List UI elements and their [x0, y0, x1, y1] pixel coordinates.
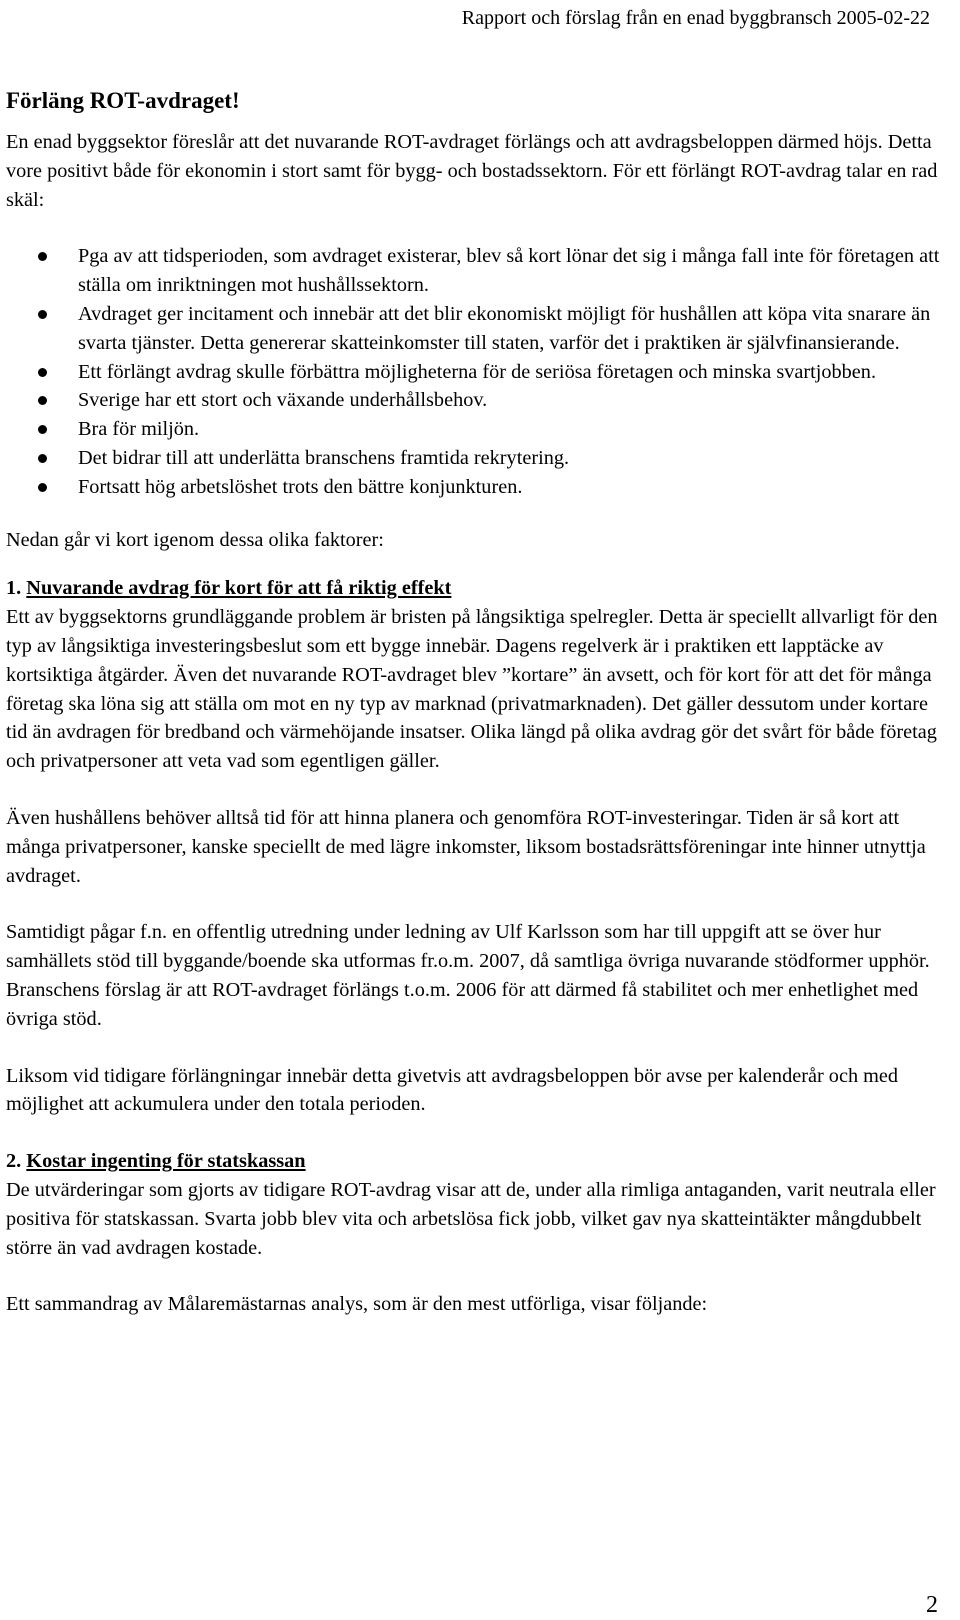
list-item	[6, 415, 946, 444]
section-1-number: 1.	[6, 577, 22, 600]
running-header: Rapport och förslag från en enad byggbransch 2005-02-22	[461, 7, 930, 29]
bullet-icon	[38, 454, 47, 463]
section-1-heading	[6, 574, 946, 603]
bullet-icon	[38, 368, 47, 377]
document-title: Förläng ROT-avdraget!	[6, 88, 240, 113]
section-1-paragraph: Ett av byggsektorns grundläggande problem är bristen på långsiktiga spelregler. Detta är speciellt allvarligt för den typ av långsiktiga investeringsbeslut som ett bygge innebär. Dagens regelverk är i praktiken ett lapptäcke av kortsiktiga åtgärder. Även det nuvarande ROT-avdraget blev ”kortare” än avsett, och för kort för att det för många företag ska löna sig att ställa om mot en ny typ av marknad (privatmarknaden). Det gäller dessutom under kortare tid än avdragen för bredband och värmehöjande insatser. Olika längd på olika avdrag gör det svårt för både företag och privatpersoner att veta vad som egentligen gäller.	[6, 606, 938, 773]
list-item-text: Sverige har ett stort och växande underhållsbehov.	[78, 389, 488, 412]
list-item-text: Pga av att tidsperioden, som avdraget existerar, blev så kort lönar det sig i många fall inte för företagen att ställa om inriktningen mot hushållssektorn.	[78, 245, 940, 297]
list-item	[6, 444, 946, 473]
list-item-text: Fortsatt hög arbetslöshet trots den bättre konjunkturen.	[78, 475, 523, 498]
bullet-icon	[38, 396, 47, 405]
intro-paragraph: En enad byggsektor föreslår att det nuvarande ROT-avdraget förlängs och att avdragsbeloppen därmed höjs. Detta vore positivt både för ekonomin i stort samt för bygg- och bostadssektorn. För ett förlängt ROT-avdrag talar en rad skäl:	[6, 131, 938, 211]
list-item-text: Bra för miljön.	[78, 418, 200, 441]
list-item	[6, 386, 946, 415]
list-item-text: Ett förlängt avdrag skulle förbättra möjligheterna för de seriösa företagen och minska svartjobben.	[78, 360, 877, 383]
list-item	[6, 242, 946, 300]
section-2-paragraph: Ett sammandrag av Målaremästarnas analys, som är den mest utförliga, visar följande:	[6, 1293, 708, 1316]
section-2-paragraph: De utvärderingar som gjorts av tidigare ROT-avdrag visar att de, under alla rimliga antaganden, varit neutrala eller positiva för statskassan. Svarta jobb blev vita och arbetslösa fick jobb, vilket gav nya skatteintäkter mångdubbelt större än vad avdragen kostade.	[6, 1178, 936, 1259]
list-item	[6, 473, 946, 502]
bullet-icon	[38, 483, 47, 492]
factors-intro: Nedan går vi kort igenom dessa olika faktorer:	[6, 528, 384, 551]
bullet-icon	[38, 310, 47, 319]
section-2-heading	[6, 1147, 946, 1176]
list-item	[6, 300, 946, 358]
section-1-paragraph: Liksom vid tidigare förlängningar innebär detta givetvis att avdragsbeloppen bör avse per kalenderår och med möjlighet att ackumulera under den totala perioden.	[6, 1064, 899, 1116]
document-body	[6, 86, 946, 1319]
section-1-paragraph: Även hushållens behöver alltså tid för att hinna planera och genomföra ROT-investeringar. Tiden är så kort att många privatpersoner, kanske speciellt de med lägre inkomster, liksom bostadsrättsföreningar inte hinner utnyttja avdraget.	[6, 806, 926, 887]
section-2-title: Kostar ingenting för statskassan	[26, 1150, 306, 1173]
bullet-icon	[38, 252, 47, 261]
section-1-title: Nuvarande avdrag för kort för att få riktig effekt	[26, 577, 452, 600]
page-number: 2	[926, 1592, 938, 1618]
bullet-icon	[38, 425, 47, 434]
list-item-text: Avdraget ger incitament och innebär att det blir ekonomiskt möjligt för hushållen att köpa vita snarare än svarta tjänster. Detta genererar skatteinkomster till staten, varför det i praktiken är självfinansierande.	[78, 302, 931, 354]
section-1-paragraph: Samtidigt pågar f.n. en offentlig utredning under ledning av Ulf Karlsson som har till uppgift att se över hur samhällets stöd till byggande/boende ska utformas fr.o.m. 2007, då samtliga övriga nuvarande stödformer upphör. Branschens förslag är att ROT-avdraget förlängs t.o.m. 2006 för att därmed få stabilitet och mer enhetlighet med övriga stöd.	[6, 921, 930, 1030]
reasons-list	[6, 242, 946, 501]
section-2-number: 2.	[6, 1150, 22, 1173]
list-item	[6, 358, 946, 387]
list-item-text: Det bidrar till att underlätta branschens framtida rekrytering.	[78, 446, 570, 469]
